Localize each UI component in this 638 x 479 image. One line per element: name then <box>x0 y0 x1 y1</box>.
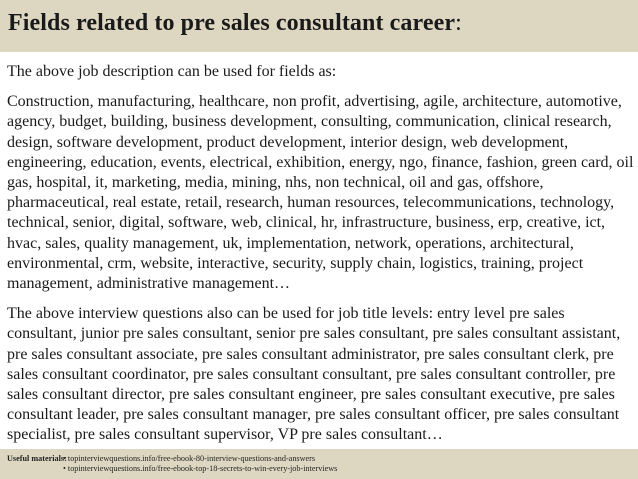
job-levels-paragraph: The above interview questions also can be used for job title levels: entry level pre sales consultant, junior pre sales consultant, senior pre sales consultant, pre sales consultant assistant, pre sales consultant associate, pre sales consultant administrator, pre sales consultant clerk, pre sales consultant coordinator, pre sales consultant consultant, pre sales consultant controller, pre sales consultant director, pre sales consultant engineer, pre sales consultant executive, pre sales consultant leader, pre sales consultant manager, pre sales consultant officer, pre sales consultant specialist, pre sales consultant supervisor, VP pre sales consultant… <box>7 305 621 444</box>
footer-bar <box>0 449 638 479</box>
footer-row-2 <box>7 464 638 474</box>
fields-list-paragraph: Construction, manufacturing, healthcare, non profit, advertising, agile, architecture, automotive, agency, budget, building, business development, consulting, communication, clinical research, design, software development, product development, interior design, web development, engineering, education, events, electrical, exhibition, energy, ngo, finance, fashion, green card, oil gas, hospital, it, marketing, media, mining, nhs, non technical, oil and gas, offshore, pharmaceutical, real estate, retail, research, human resources, telecommunications, technology, technical, senior, digital, software, web, clinical, hr, infrastructure, business, erp, creative, ict, hvac, sales, quality management, uk, implementation, network, operations, architectural, environmental, crm, website, interactive, security, supply chain, logistics, training, project management, administrative management… <box>7 93 634 293</box>
footer-link-2[interactable]: • topinterviewquestions.info/free-ebook-top-18-secrets-to-win-every-job-interviews <box>63 464 338 473</box>
header-bar <box>0 0 638 52</box>
intro-text: The above job description can be used for fields as: <box>7 63 337 80</box>
page-title <box>8 10 638 37</box>
footer-link-1[interactable]: • topinterviewquestions.info/free-ebook-80-interview-questions-and-answers <box>63 454 316 463</box>
footer-row-1 <box>7 454 638 464</box>
page-title-text: Fields related to pre sales consultant career <box>8 10 456 36</box>
page-title-colon: : <box>455 10 462 36</box>
footer-label: Useful materials: <box>7 454 67 463</box>
main-content <box>7 62 635 456</box>
